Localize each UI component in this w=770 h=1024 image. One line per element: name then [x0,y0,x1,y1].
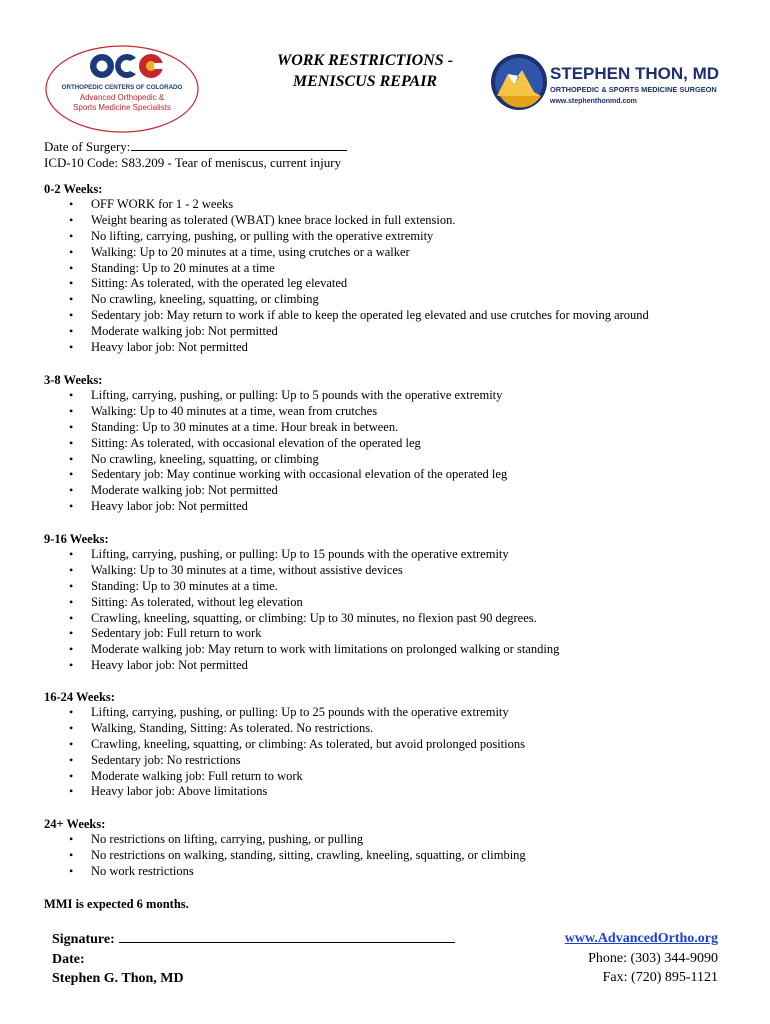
list-item: • Lifting, carrying, pushing, or pulling: Up to 25 pounds with the operative extremity [69,705,744,721]
bullet-list [69,388,744,515]
title-line1: WORK RESTRICTIONS - [276,52,454,69]
list-item: • Moderate walking job: May return to work with limitations on prolonged walking or standing [69,642,744,658]
list-item: • Walking: Up to 20 minutes at a time, using crutches or a walker [69,245,744,261]
website-link[interactable]: www.AdvancedOrtho.org [564,931,718,946]
stephen-thon-logo [490,52,730,114]
icd-code: ICD-10 Code: S83.209 - Tear of meniscus, current injury [44,155,342,170]
section-16-24-weeks [44,689,744,800]
list-item: • Sitting: As tolerated, without leg elevation [69,595,744,611]
title-line2: MENISCUS REPAIR [292,73,438,90]
signature-label: Signature: [52,932,115,947]
list-item: • Moderate walking job: Not permitted [69,483,744,499]
list-item: • Walking: Up to 30 minutes at a time, without assistive devices [69,563,744,579]
list-item: • Sedentary job: May continue working with occasional elevation of the operated leg [69,467,744,483]
bullet-list [69,547,744,674]
section-heading: 3-8 Weeks: [44,373,103,387]
occ-logo-line2: Advanced Orthopedic & [79,93,165,102]
thon-logo-name: STEPHEN THON, MD [550,64,720,83]
list-item: • Weight bearing as tolerated (WBAT) knee brace locked in full extension. [69,213,744,229]
section-9-16-weeks [44,531,744,674]
surgery-date-label: Date of Surgery: [44,139,131,154]
occ-logo-line3: Sports Medicine Specialists [73,103,171,112]
list-item: • Heavy labor job: Not permitted [69,658,744,674]
list-item: • Standing: Up to 30 minutes at a time. [69,579,744,595]
date-label: Date: [52,951,85,967]
section-heading: 9-16 Weeks: [44,532,109,546]
list-item: • Walking: Up to 40 minutes at a time, wean from crutches [69,404,744,420]
list-item: • Moderate walking job: Not permitted [69,324,744,340]
list-item: • Crawling, kneeling, squatting, or climbing: Up to 30 minutes, no flexion past 90 degrees. [69,611,744,627]
list-item: • Standing: Up to 20 minutes at a time [69,261,744,277]
surgery-meta [44,139,347,171]
list-item: • Crawling, kneeling, squatting, or climbing: As tolerated, but avoid prolonged positions [69,737,744,753]
section-heading: 24+ Weeks: [44,817,106,831]
signature-field[interactable] [119,929,455,943]
section-0-2-weeks [44,181,744,356]
list-item: • No work restrictions [69,864,744,880]
bullet-list [69,832,744,880]
surgery-date-field[interactable] [131,139,347,151]
list-item: • Lifting, carrying, pushing, or pulling: Up to 5 pounds with the operative extremity [69,388,744,404]
section-3-8-weeks [44,372,744,515]
contact-block [565,929,718,988]
section-24-plus-weeks [44,816,744,880]
list-item: • Sedentary job: No restrictions [69,753,744,769]
signature-block [52,929,455,989]
list-item: • Sitting: As tolerated, with occasional elevation of the operated leg [69,436,744,452]
thon-logo-url: www.stephenthonmd.com [550,98,637,105]
list-item: • Standing: Up to 30 minutes at a time. Hour break in between. [69,420,744,436]
section-heading: 0-2 Weeks: [44,182,103,196]
list-item: • Sitting: As tolerated, with the operated leg elevated [69,276,744,292]
bullet-list [69,197,744,356]
list-item: • No restrictions on lifting, carrying, pushing, or pulling [69,832,744,848]
list-item: • OFF WORK for 1 - 2 weeks [69,197,744,213]
list-item: • Heavy labor job: Not permitted [69,499,744,515]
phone-number: Phone: (303) 344-9090 [588,950,718,966]
list-item: • Heavy labor job: Above limitations [69,784,744,800]
list-item: • Heavy labor job: Not permitted [69,340,744,356]
doctor-name: Stephen G. Thon, MD [52,971,184,986]
list-item: • No restrictions on walking, standing, sitting, crawling, kneeling, squatting, or climbing [69,848,744,864]
list-item: • No lifting, carrying, pushing, or pulling with the operative extremity [69,229,744,245]
list-item: • Moderate walking job: Full return to work [69,769,744,785]
list-item: • Sedentary job: Full return to work [69,626,744,642]
page-title [250,50,480,92]
mmi-note: MMI is expected 6 months. [44,897,189,911]
fax-number: Fax: (720) 895-1121 [602,970,718,985]
bullet-list [69,705,744,800]
list-item: • Walking, Standing, Sitting: As tolerated. No restrictions. [69,721,744,737]
list-item: • Sedentary job: May return to work if able to keep the operated leg elevated and use crutches for moving around [69,308,744,324]
section-heading: 16-24 Weeks: [44,690,115,704]
thon-logo-subtitle: ORTHOPEDIC & SPORTS MEDICINE SURGEON [550,85,717,94]
list-item: • No crawling, kneeling, squatting, or climbing [69,292,744,308]
occ-logo-line1: ORTHOPEDIC CENTERS OF COLORADO [61,84,183,91]
occ-logo [44,44,200,134]
list-item: • Lifting, carrying, pushing, or pulling: Up to 15 pounds with the operative extremity [69,547,744,563]
list-item: • No crawling, kneeling, squatting, or climbing [69,452,744,468]
